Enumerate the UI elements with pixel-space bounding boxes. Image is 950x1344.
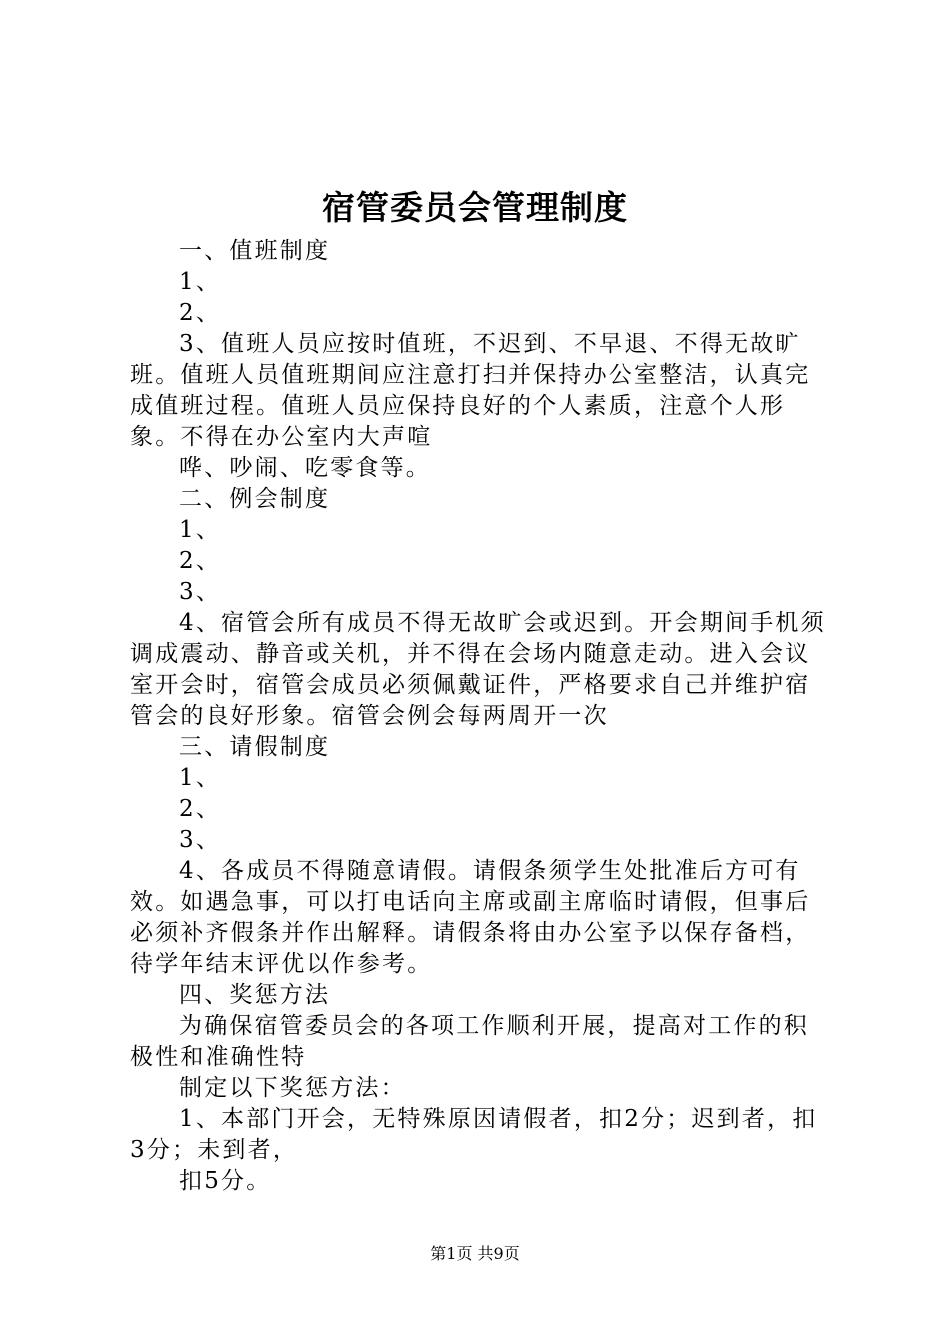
paragraph: 3、值班人员应按时值班，不迟到、不早退、不得无故旷班。值班人员值班期间应注意打扫并保持办公室整洁，认真完成值班过程。值班人员应保持良好的个人素质，注意个人形象。不得在办公室内大声喧: [130, 331, 811, 450]
paragraph: 哗、吵闹、吃零食等。: [179, 455, 431, 481]
section-heading: 三、请假制度: [179, 734, 331, 760]
list-item: 2、: [179, 796, 222, 822]
paragraph: 4、宿管会所有成员不得无故旷会或迟到。开会期间手机须调成震动、静音或关机，并不得在会场内随意走动。进入会议室开会时，宿管会成员必须佩戴证件，严格要求自己并维护宿管会的良好形象。宿管会例会每两周开一次: [130, 610, 826, 729]
paragraph: 为确保宿管委员会的各项工作顺利开展，提高对工作的积极性和准确性特: [130, 1013, 809, 1070]
section-heading: 一、值班制度: [179, 238, 331, 264]
list-item: 1、: [179, 765, 222, 791]
list-item: 1、: [179, 269, 222, 295]
document-title: 宿管委员会管理制度: [322, 188, 628, 227]
list-item: 1、: [179, 517, 222, 543]
section-heading: 四、奖惩方法: [179, 982, 331, 1008]
page-footer: 第1页 共9页: [430, 1244, 520, 1263]
list-item: 2、: [179, 548, 222, 574]
paragraph: 1、本部门开会，无特殊原因请假者，扣2分；迟到者，扣3分；未到者，: [130, 1106, 818, 1163]
section-heading: 二、例会制度: [179, 486, 331, 512]
list-item: 2、: [179, 300, 222, 326]
list-item: 3、: [179, 827, 222, 853]
list-item: 3、: [179, 579, 222, 605]
paragraph: 4、各成员不得随意请假。请假条须学生处批准后方可有效。如遇急事，可以打电话向主席或副主席临时请假，但事后必须补齐假条并作出解释。请假条将由办公室予以保存备档，待学年结末评优以作参考。: [130, 858, 811, 977]
document-body: [130, 236, 832, 1197]
paragraph: 制定以下奖惩方法：: [179, 1075, 406, 1101]
paragraph: 扣5分。: [179, 1168, 272, 1194]
